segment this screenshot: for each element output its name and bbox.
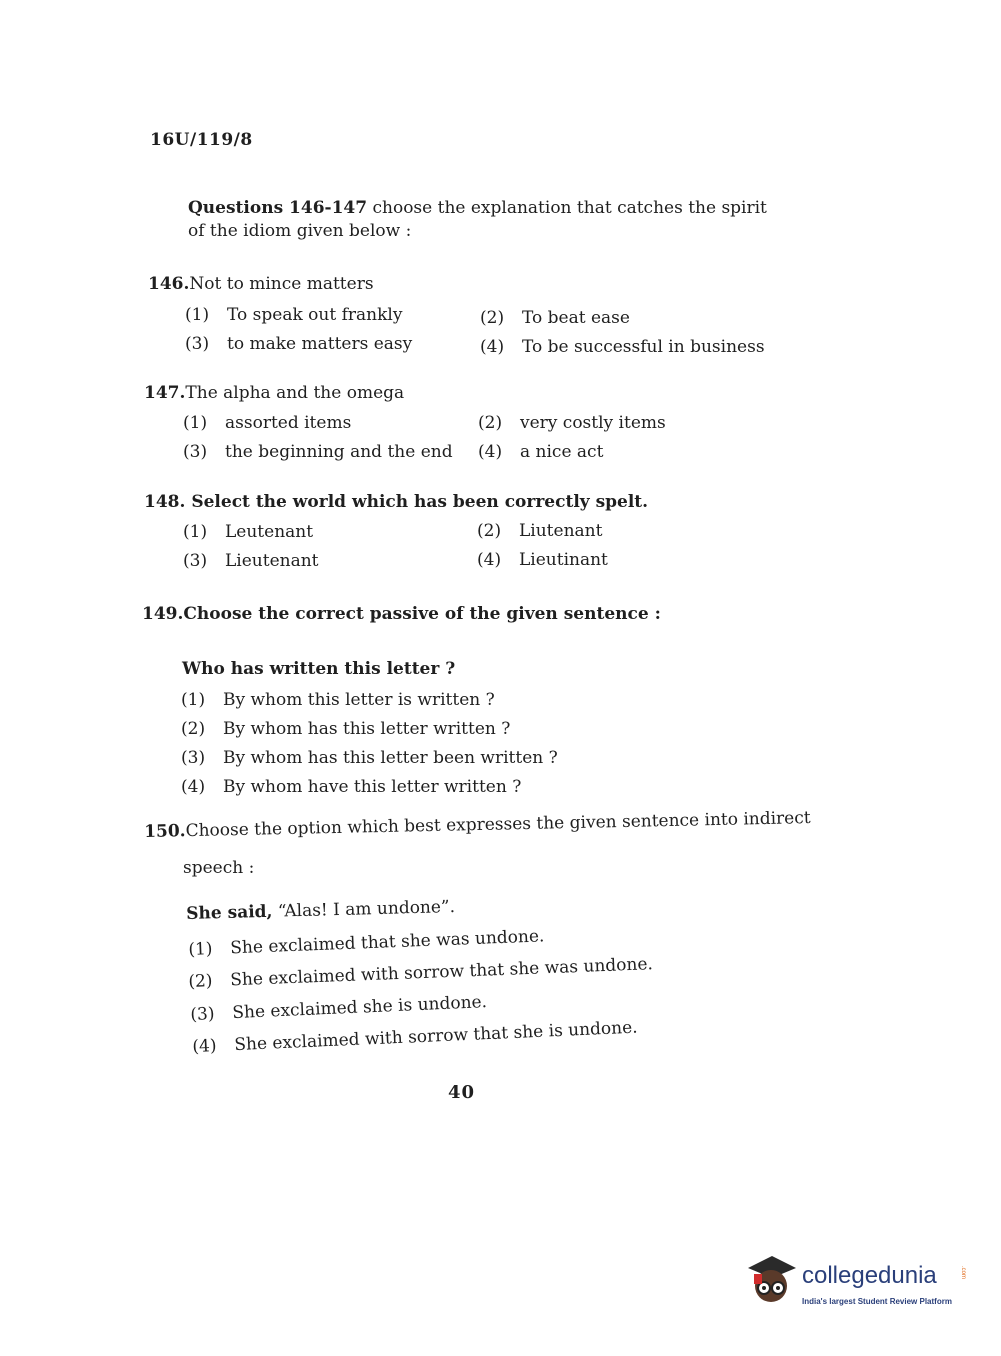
paper-code: 16U/119/8 xyxy=(150,130,253,150)
q149-option-2: (2) By whom has this letter written ? xyxy=(181,719,511,739)
question-text: Select the world which has been correctly spelt. xyxy=(191,492,649,512)
question-number: 149. xyxy=(142,604,184,624)
q149-sentence: Who has written this letter ? xyxy=(182,659,456,679)
brand-domain: .com xyxy=(960,1266,966,1280)
collegedunia-logo xyxy=(742,1252,972,1322)
q146-option-3: (3) to make matters easy xyxy=(185,334,413,354)
q150-option-2: (2) She exclaimed with sorrow that she was undone. xyxy=(188,954,654,992)
q147-option-3: (3) the beginning and the end xyxy=(183,442,453,462)
question-text: Not to mince matters xyxy=(189,274,374,294)
instruction-bold: Questions 146-147 xyxy=(188,198,368,218)
question-149 xyxy=(142,604,661,624)
question-number: 148. xyxy=(144,492,186,512)
q150-option-3: (3) She exclaimed she is undone. xyxy=(190,992,488,1025)
question-147 xyxy=(144,383,404,403)
q150-sentence: She said, “Alas! I am undone”. xyxy=(186,896,456,924)
question-number: 147. xyxy=(144,383,186,403)
question-number: 150. xyxy=(144,821,186,842)
q149-option-1: (1) By whom this letter is written ? xyxy=(181,690,495,710)
question-text: Choose the correct passive of the given sentence : xyxy=(183,604,661,624)
mascot-icon xyxy=(742,1252,800,1312)
question-150 xyxy=(144,808,811,842)
brand-tagline: India's largest Student Review Platform xyxy=(802,1297,952,1306)
q146-option-1: (1) To speak out frankly xyxy=(185,305,403,325)
q148-option-3: (3) Lieutenant xyxy=(183,551,319,571)
page-number: 40 xyxy=(448,1082,476,1103)
q148-option-1: (1) Leutenant xyxy=(183,522,314,542)
instruction-rest: choose the explanation that catches the spirit of the idiom given below : xyxy=(188,198,767,241)
q149-option-3: (3) By whom has this letter been written ? xyxy=(181,748,558,768)
q150-option-4: (4) She exclaimed with sorrow that she is undone. xyxy=(192,1017,639,1057)
question-150-line2: speech : xyxy=(183,858,255,878)
q148-option-4: (4) Lieutinant xyxy=(477,550,608,570)
q147-option-1: (1) assorted items xyxy=(183,413,352,433)
question-number: 146. xyxy=(148,274,190,294)
question-text: The alpha and the omega xyxy=(185,383,405,403)
q147-option-4: (4) a nice act xyxy=(478,442,604,462)
q149-option-4: (4) By whom have this letter written ? xyxy=(181,777,522,797)
q146-option-2: (2) To beat ease xyxy=(480,308,630,328)
brand-name: collegedunia xyxy=(802,1262,937,1289)
q148-option-2: (2) Liutenant xyxy=(477,521,603,541)
instruction-text xyxy=(188,197,788,243)
question-text: Choose the option which best expresses the given sentence into indirect xyxy=(185,808,811,842)
question-146 xyxy=(148,274,374,294)
q147-option-2: (2) very costly items xyxy=(478,413,666,433)
question-148 xyxy=(144,492,648,512)
q146-option-4: (4) To be successful in business xyxy=(480,337,765,357)
q150-option-1: (1) She exclaimed that she was undone. xyxy=(188,926,545,960)
